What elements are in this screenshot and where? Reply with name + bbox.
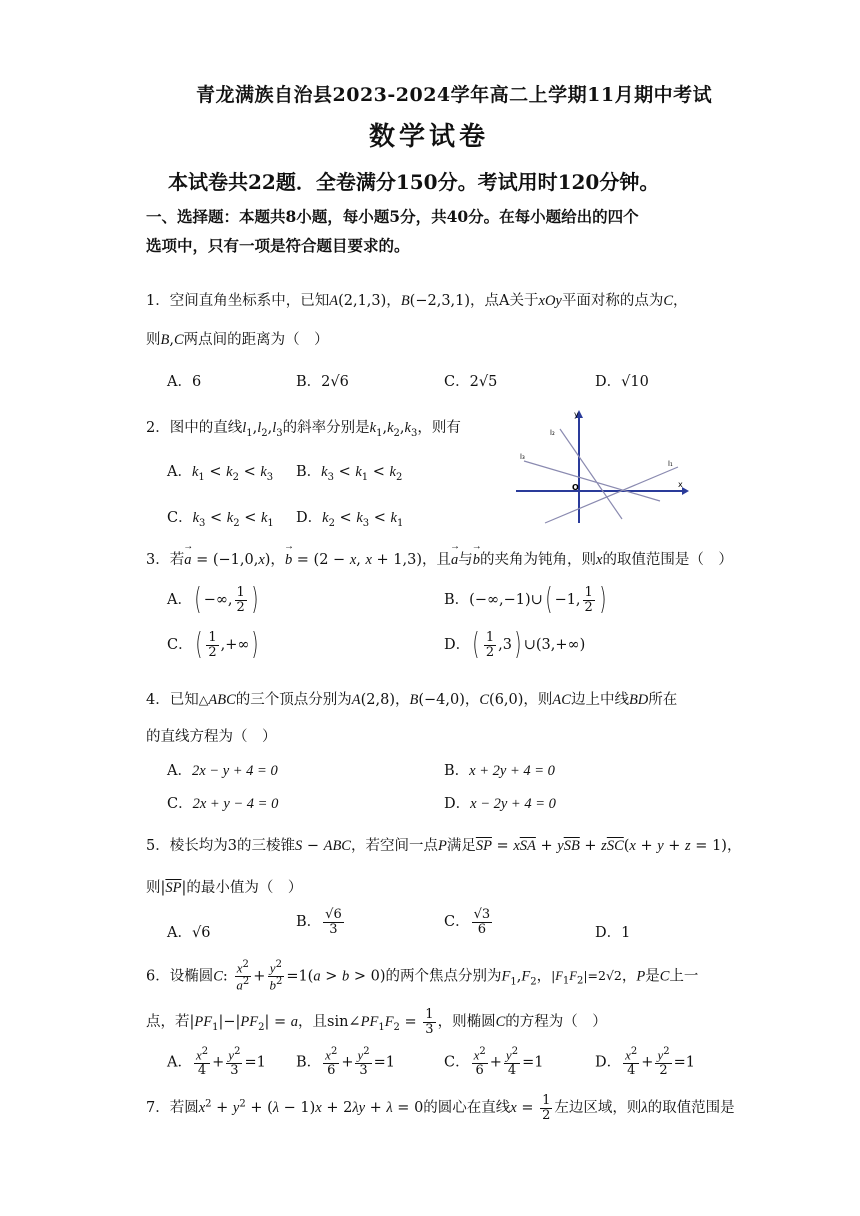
q2-option-d[interactable]: D．$k_2 < k_3 < k_1$ [296,510,404,529]
question-3: 3．若→ a = (−1,0,x)，→ b = (2 − x, x + 1,3)，且→ a与→ b的夹角为钝角，则x的取值范围是（ ） [146,548,733,569]
question-4: 4．已知△ABC的三个顶点分别为A(2,8)，B(−4,0)，C(6,0)，则AC边上中线BD所在 [146,692,678,708]
line-l1-label: l₁ [668,460,673,468]
question-number: 1． [146,293,170,309]
question-5-line2: 则$|\overline{SP}|$的最小值为（ ） [146,880,303,896]
line-l1 [545,467,678,523]
q1-option-c[interactable]: C．2√5 [444,374,498,390]
q1-option-b[interactable]: B．2√6 [296,374,349,390]
q2-option-a[interactable]: A．$k_1 < k_2 < k_3$ [167,464,274,483]
q6-option-b[interactable]: B． $\frac{x^2}{6}$ + $\frac{y^2}{3}$ =1 [296,1046,395,1078]
q1-option-a[interactable]: A．6 [167,374,202,390]
q2-line-graph [510,405,690,525]
q4-option-b[interactable]: B．x + 2y + 4 = 0 [444,763,555,779]
question-2: 2．图中的直线$l_1,l_2,l_3$的斜率分别是$k_1,k_2,k_3$，则有 [146,420,461,439]
q2-option-b[interactable]: B．$k_3 < k_1 < k_2$ [296,464,403,483]
q6-option-d[interactable]: D． $\frac{x^2}{4}$ + $\frac{y^2}{2}$ =1 [595,1046,695,1078]
question-5: 5．棱长均为3的三棱锥S − ABC，若空间一点P满足$\overline{SP} = x\overline{SA} + y\overline{SB} + z\overline{SC}(x + y + z = 1)$， [146,838,742,854]
q6-option-a[interactable]: A． $\frac{x^2}{4}$ + $\frac{y^2}{3}$ =1 [167,1046,266,1078]
q2-option-c[interactable]: C．$k_3 < k_2 < k_1$ [167,510,274,529]
question-7: 7．若圆$x^2 + y^2 + (\lambda - 1)x + 2\lambda y + \lambda = 0$的圆心在直线x = $\frac{1}{2}$ 左边区域，则λ的取值范围是 [146,1093,735,1123]
exam-title: 青龙满族自治县2023-2024学年高二上学期11月期中考试 [196,84,713,106]
q5-option-b[interactable]: B． $\frac{√6}{3}$ [296,907,342,937]
q4-option-a[interactable]: A．2x − y + 4 = 0 [167,763,278,779]
q4-option-c[interactable]: C．2x + y − 4 = 0 [167,796,279,812]
q5-option-d[interactable]: D．1 [595,925,631,941]
question-1: 1．空间直角坐标系中，已知A(2,1,3)，B(−2,3,1)，点A关于xOy平面对称的点为C， [146,293,688,309]
section-heading: 一、选择题：本题共8小题，每小题5分，共40分。在每小题给出的四个 [146,207,639,226]
q3-option-c[interactable]: C．( $\frac{1}{2}$ ,+∞) [167,627,259,662]
y-axis-label: y [574,410,579,419]
line-l3-label: l₃ [520,453,525,461]
line-l3 [524,461,660,501]
origin-label: O [572,483,579,492]
question-6: 6．设椭圆C: $\frac{x^2}{a^2}$ + $\frac{y^2}{b^2}$ =1(a > b > 0)的两个焦点分别为$F_1,F_2$，$|F_1F_2|=2√2$，P是C上一 [146,959,699,993]
q3-option-b[interactable]: B．(−∞,−1)∪( −1, $\frac{1}{2}$ ) [444,582,607,617]
q3-option-d[interactable]: D．( $\frac{1}{2}$ ,3) ∪(3,+∞) [444,627,586,662]
line-l2-label: l₂ [550,429,555,437]
section-heading-cont: 选项中，只有一项是符合题目要求的。 [146,236,410,255]
q3-option-a[interactable]: A．( −∞, $\frac{1}{2}$ ) [167,582,259,617]
question-6-line2: 点，若$|PF_1|-|PF_2| = a$，且$\sin\angle PF_1F_2$ = $\frac{1}{3}$ ，则椭圆C的方程为（ ） [146,1007,607,1037]
x-axis-label: x [678,480,683,489]
x-axis-arrow [682,487,689,495]
q4-option-d[interactable]: D．x − 2y + 4 = 0 [444,796,556,812]
q6-option-c[interactable]: C． $\frac{x^2}{6}$ + $\frac{y^2}{4}$ =1 [444,1046,544,1078]
subject-title: 数学试卷 [369,122,490,152]
exam-info: 本试卷共22题．全卷满分150分。考试用时120分钟。 [168,170,660,194]
question-4-line2: 的直线方程为（ ） [146,729,277,745]
question-1-line2: 则B,C两点间的距离为（ ） [146,332,329,348]
q5-option-c[interactable]: C． $\frac{√3}{6}$ [444,907,491,937]
q1-option-d[interactable]: D．√10 [595,374,649,390]
q5-option-a[interactable]: A．√6 [167,925,211,941]
